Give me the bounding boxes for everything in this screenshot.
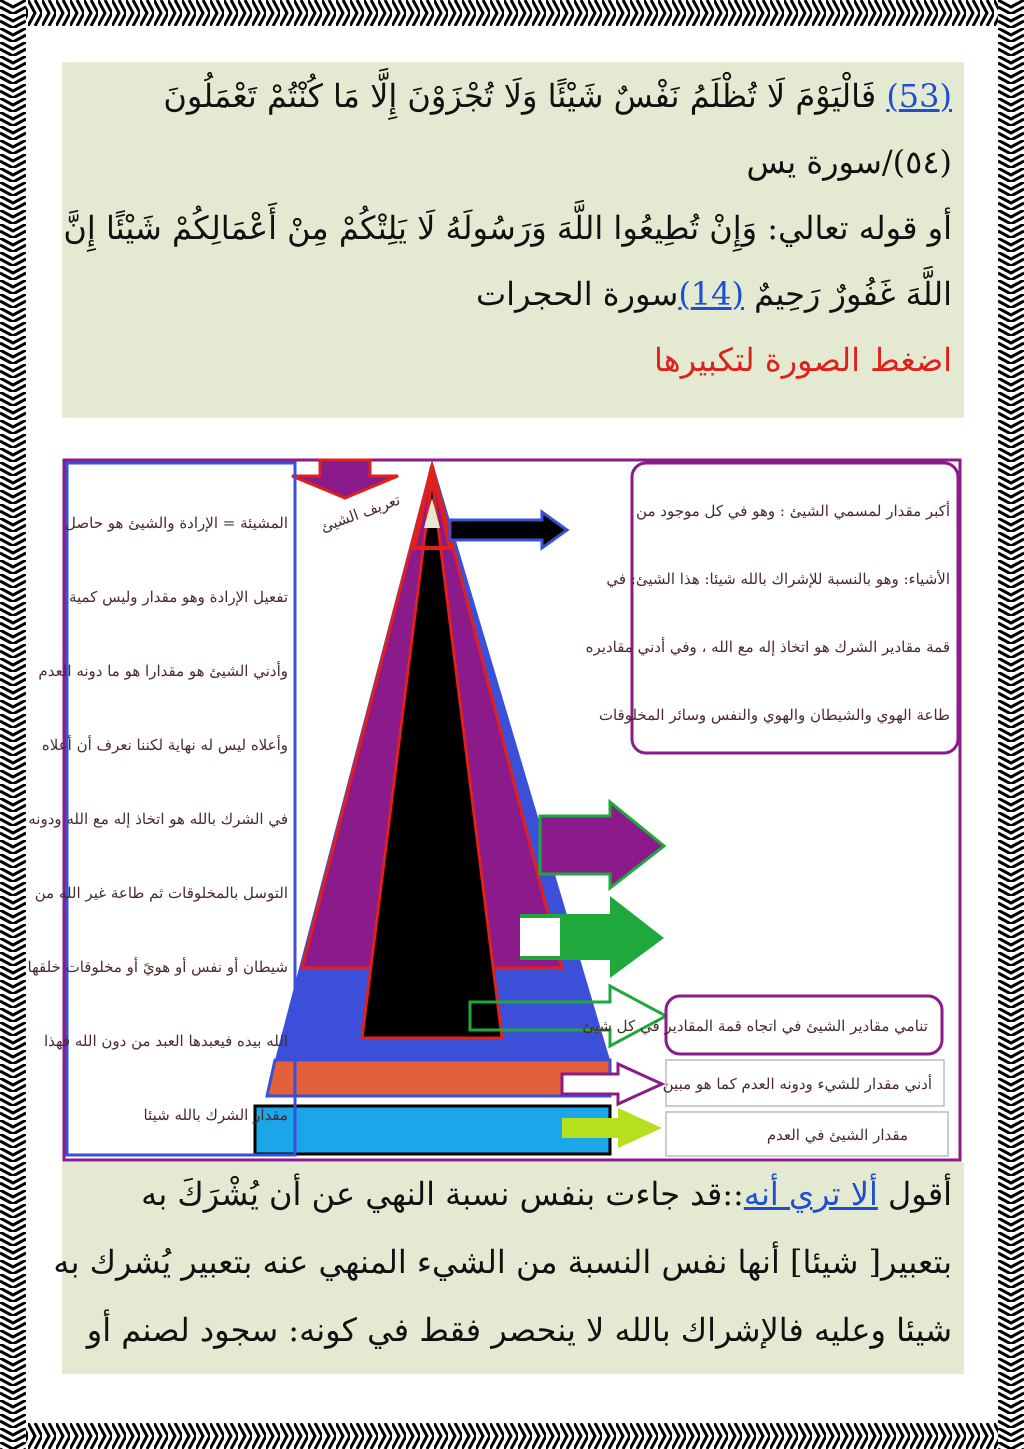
top-right-box-line-2: الأشياء: وهو بالنسبة للإشراك بالله شيئا: هذا الشيئ: في bbox=[606, 570, 950, 588]
arrow-black bbox=[450, 512, 567, 548]
surah-name: سورة الحجرات bbox=[475, 275, 679, 313]
verse-line-4 bbox=[476, 274, 952, 314]
left-box-line-8: الله بيده فيعبدها العبد من دون الله فهذا bbox=[43, 1032, 288, 1050]
left-box-line-5: في الشرك بالله هو اتخاذ إله مع الله ودونه bbox=[28, 810, 288, 828]
left-box-line-2: تفعيل الإرادة وهو مقدار وليس كمية bbox=[68, 588, 288, 606]
top-right-box-line-1: أكبر مقدار لمسمي الشيئ : وهو في كل موجود من bbox=[636, 502, 950, 520]
bar-cyan bbox=[255, 1106, 610, 1154]
left-box-line-9: مقدار الشرك بالله شيئا bbox=[143, 1106, 288, 1124]
apex-label: تعريف الشيئ bbox=[318, 490, 403, 537]
pyramid-diagram[interactable] bbox=[27, 418, 964, 1162]
paragraph-line-3: شيئا وعليه فالإشراك بالله لا ينحصر فقط في كونه: سجود لصنم أو bbox=[86, 1311, 952, 1349]
verse-ref-53-link[interactable]: (53) bbox=[886, 77, 952, 115]
arrow-purple bbox=[540, 802, 664, 888]
decorative-border-right bbox=[998, 0, 1024, 1449]
top-text-panel bbox=[62, 62, 964, 418]
paragraph-text-1a: أقول bbox=[888, 1175, 952, 1213]
verse-line-1 bbox=[163, 76, 952, 116]
decorative-border-left bbox=[0, 0, 26, 1449]
verse-text-4a: اللَّهَ غَفُورٌ رَحِيمٌ bbox=[754, 275, 952, 313]
paragraph-text-1b: ::قد جاءت بنفس نسبة النهي عن أن يُشْرَكَ به bbox=[141, 1175, 744, 1213]
left-box-line-1: المشيئة = الإرادة والشيئ هو حاصل bbox=[65, 514, 288, 532]
verse-line-2: (٥٤)/سورة يس bbox=[746, 143, 952, 181]
verse-text-1: فَالْيَوْمَ لَا تُظْلَمُ نَفْسٌ شَيْئًا وَلَا تُجْزَوْنَ إِلَّا مَا كُنْتُمْ تَعْمَلُونَ bbox=[163, 77, 877, 115]
verse-ref-14-link[interactable]: (14) bbox=[678, 275, 744, 313]
left-box-line-4: وأعلاه ليس له نهاية لكننا نعرف أن أعلاه bbox=[41, 736, 288, 754]
bottom-text-panel bbox=[53, 1162, 964, 1374]
middle-right-box-text: تنامي مقادير الشيئ في اتجاه قمة المقادير في كل شيئ bbox=[582, 1017, 928, 1035]
left-box-line-3: وأدني الشيئ هو مقدارا هو ما دونه العدم bbox=[38, 662, 288, 680]
apex-down-arrow bbox=[292, 460, 398, 498]
left-box-line-6: التوسل بالمخلوقات ثم طاعة غير الله من bbox=[34, 884, 288, 902]
bottom-right-box-text: مقدار الشيئ في العدم bbox=[766, 1126, 908, 1144]
top-right-box-line-3: قمة مقادير الشرك هو اتخاذ إله مع الله ، وفي أدني مقاديره bbox=[585, 638, 950, 656]
bar-orange bbox=[267, 1060, 610, 1096]
decorative-border-top bbox=[0, 0, 1024, 26]
related-article-link[interactable]: ألا تري أنه bbox=[743, 1175, 878, 1213]
click-to-enlarge-hint[interactable]: اضغط الصورة لتكبيرها bbox=[653, 341, 952, 379]
decorative-border-bottom bbox=[0, 1423, 1024, 1449]
arrow-green-gap bbox=[520, 918, 560, 956]
left-explanation-box bbox=[67, 463, 295, 1155]
top-right-box-line-4: طاعة الهوي والشيطان والهوي والنفس وسائر المخلوقات bbox=[598, 706, 950, 724]
paragraph-line-1 bbox=[141, 1174, 952, 1214]
left-box-line-7: شيطان أو نفس أو هويً أو مخلوقات خلقها bbox=[27, 958, 288, 976]
lower-right-box-text: أدني مقدار للشيء ودونه العدم كما هو مبين bbox=[662, 1075, 932, 1093]
verse-line-3: أو قوله تعالي: وَإِنْ تُطِيعُوا اللَّهَ وَرَسُولَهُ لَا يَلِتْكُمْ مِنْ أَعْمَالِكُمْ شَيْئًا إِنَّ bbox=[63, 209, 952, 247]
paragraph-line-2: بتعبير[ شيئا] أنها نفس النسبة من الشيء المنهي عنه بتعبير يُشرك به bbox=[53, 1243, 952, 1281]
page-content bbox=[27, 62, 964, 1374]
